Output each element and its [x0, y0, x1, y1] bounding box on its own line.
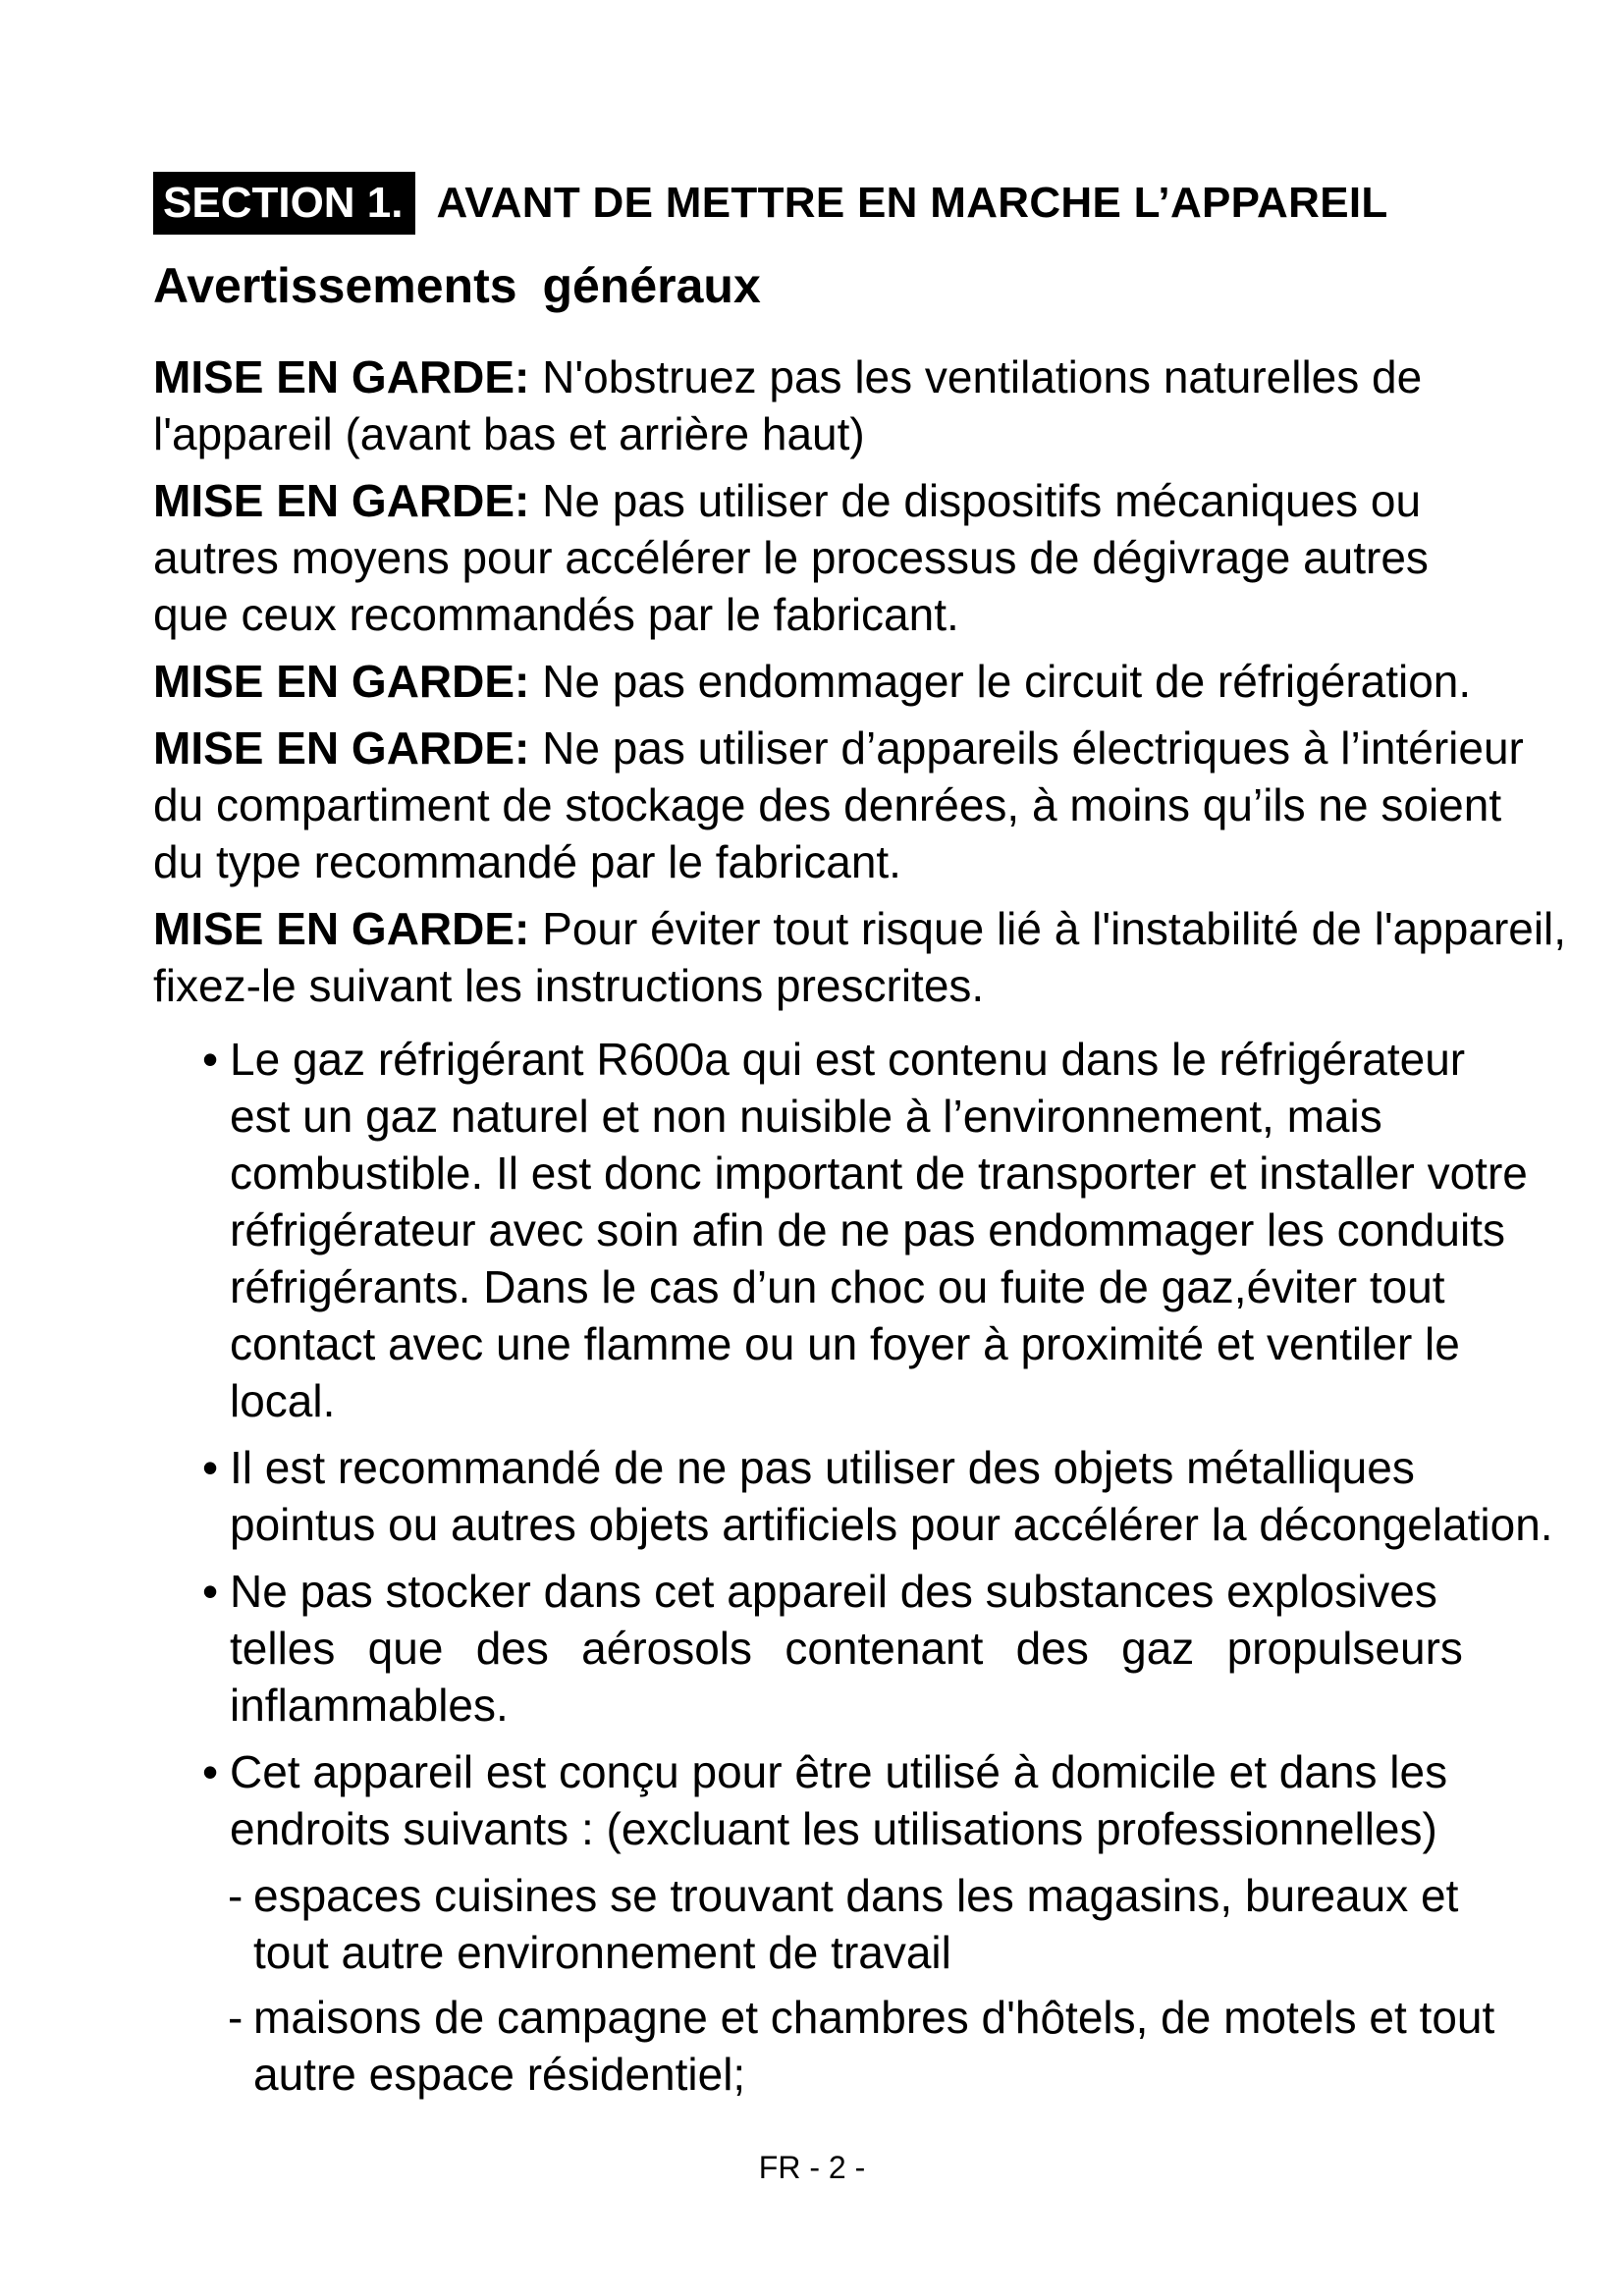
warning-text: Ne pas endommager le circuit de réfrigération.: [529, 656, 1472, 707]
page-number: FR - 2 -: [758, 2150, 866, 2185]
bullet-text: Ne pas stocker dans cet appareil des substances explosives: [230, 1566, 1437, 1617]
justified-word: propulseurs: [1226, 1623, 1463, 1674]
justified-word: contenant: [785, 1623, 984, 1674]
warning-text: du compartiment de stockage des denrées, à moins qu’ils ne soient: [153, 779, 1502, 830]
bullet-dot-icon: •: [202, 1566, 219, 1617]
dash-marker-icon: -: [228, 1992, 244, 2043]
sub-item-text: espaces cuisines se trouvant dans les magasins, bureaux et: [253, 1870, 1459, 1921]
warning-text: que ceux recommandés par le fabricant.: [153, 589, 959, 640]
warning-text: du type recommandé par le fabricant.: [153, 836, 901, 887]
bullet-text-justified: [230, 1620, 1463, 1677]
justified-word: telles: [230, 1623, 336, 1674]
warning-item: [153, 348, 1624, 462]
sub-list-item: [228, 1867, 1624, 1981]
section-header: [153, 172, 1388, 235]
bullet-text: Cet appareil est conçu pour être utilisé à domicile et dans les: [230, 1746, 1448, 1797]
section-badge: SECTION 1.: [153, 172, 415, 235]
bullet-item: [202, 1743, 1624, 1857]
bullet-text: réfrigérants. Dans le cas d’un choc ou fuite de gaz,éviter tout: [230, 1261, 1445, 1312]
bullet-dot-icon: •: [202, 1034, 219, 1085]
warning-label: MISE EN GARDE:: [153, 903, 530, 954]
bullet-list: [202, 1031, 1624, 2110]
sub-item-text: tout autre environnement de travail: [253, 1927, 951, 1978]
bullet-text: combustible. Il est donc important de transporter et installer votre: [230, 1148, 1528, 1199]
bullet-text: réfrigérateur avec soin afin de ne pas endommager les conduits: [230, 1204, 1505, 1255]
warning-text: N'obstruez pas les ventilations naturelles de: [529, 351, 1423, 402]
bullet-text: inflammables.: [230, 1680, 509, 1731]
warning-text: Ne pas utiliser de dispositifs mécaniques ou: [529, 475, 1422, 526]
warning-text: Ne pas utiliser d’appareils électriques à l’intérieur: [529, 722, 1524, 774]
bullet-text: Le gaz réfrigérant R600a qui est contenu dans le réfrigérateur: [230, 1034, 1466, 1085]
warning-label: MISE EN GARDE:: [153, 351, 530, 402]
justified-word: aérosols: [581, 1623, 753, 1674]
warning-label: MISE EN GARDE:: [153, 722, 530, 774]
dash-marker-icon: -: [228, 1870, 244, 1921]
section-title: AVANT DE METTRE EN MARCHE L’APPAREIL: [436, 179, 1388, 227]
bullet-item: [202, 1031, 1624, 1429]
justified-word: des: [475, 1623, 549, 1674]
warning-label: MISE EN GARDE:: [153, 475, 530, 526]
sub-list-item: [228, 1989, 1624, 2103]
bullet-text: Il est recommandé de ne pas utiliser des objets métalliques: [230, 1442, 1415, 1493]
bullet-dot-icon: •: [202, 1442, 219, 1493]
warning-text: autres moyens pour accélérer le processus de dégivrage autres: [153, 532, 1429, 583]
bullet-item: [202, 1439, 1624, 1553]
warning-item: [153, 720, 1624, 890]
justified-word: gaz: [1121, 1623, 1195, 1674]
justified-word: des: [1015, 1623, 1089, 1674]
warnings-list: [153, 348, 1624, 1024]
sub-item-text: autre espace résidentiel;: [253, 2049, 746, 2100]
warning-item: [153, 900, 1624, 1014]
warning-text: fixez-le suivant les instructions prescrites.: [153, 960, 985, 1011]
bullet-item: [202, 1563, 1624, 1734]
warning-text: Pour éviter tout risque lié à l'instabilité de l'appareil,: [529, 903, 1567, 954]
warning-label: MISE EN GARDE:: [153, 656, 530, 707]
warning-item: [153, 472, 1624, 643]
warning-text: l'appareil (avant bas et arrière haut): [153, 408, 865, 459]
page-subtitle: Avertissements généraux: [153, 258, 761, 313]
bullet-dot-icon: •: [202, 1746, 219, 1797]
sub-item-text: maisons de campagne et chambres d'hôtels, de motels et tout: [253, 1992, 1495, 2043]
bullet-text: endroits suivants : (excluant les utilisations professionnelles): [230, 1803, 1437, 1854]
bullet-text: local.: [230, 1375, 336, 1426]
justified-word: que: [367, 1623, 444, 1674]
bullet-text: contact avec une flamme ou un foyer à proximité et ventiler le: [230, 1318, 1460, 1369]
bullet-text: est un gaz naturel et non nuisible à l’environnement, mais: [230, 1091, 1382, 1142]
bullet-text: pointus ou autres objets artificiels pour accélérer la décongelation.: [230, 1499, 1553, 1550]
warning-item: [153, 653, 1624, 710]
